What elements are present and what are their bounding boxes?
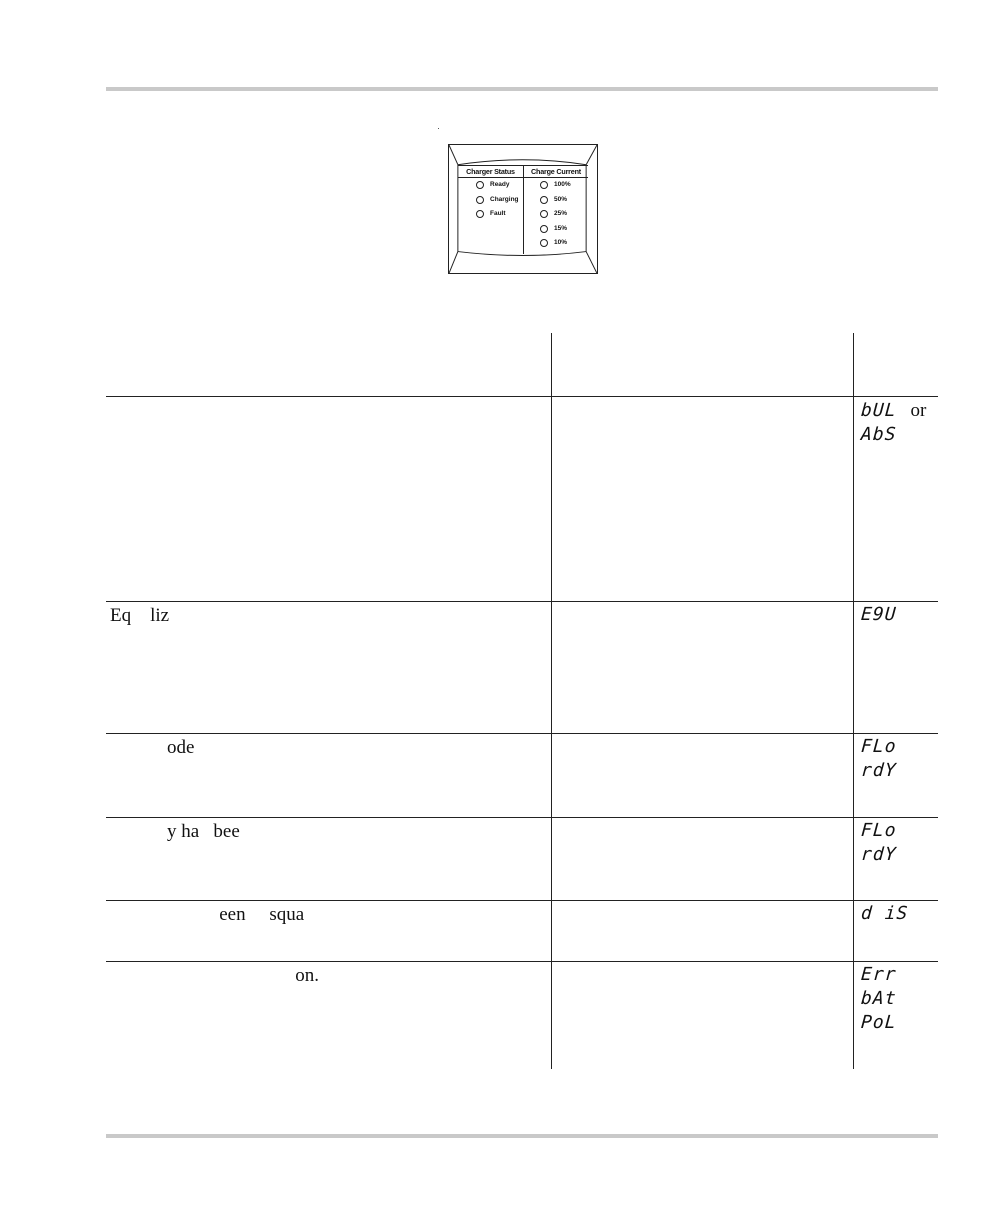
footer-rule bbox=[106, 1134, 938, 1138]
led-icon bbox=[540, 239, 548, 247]
row-6-description: on. bbox=[110, 965, 319, 986]
lcd-readout-row-1 bbox=[861, 399, 926, 447]
row-divider bbox=[106, 601, 938, 602]
charger-panel-illustration bbox=[448, 144, 598, 274]
status-table bbox=[106, 333, 938, 1069]
charger-status-header: Charger Status bbox=[458, 166, 523, 178]
lcd-code: bUL bbox=[860, 400, 898, 421]
header-rule bbox=[106, 87, 938, 91]
charge-current-column bbox=[524, 166, 588, 254]
led-icon bbox=[476, 181, 484, 189]
lcd-readout-row-6 bbox=[861, 963, 897, 1035]
speck bbox=[438, 128, 439, 129]
current-label: 50% bbox=[554, 195, 568, 203]
charger-status-column bbox=[458, 166, 524, 254]
status-label: Fault bbox=[490, 210, 506, 217]
lcd-code: E9U bbox=[860, 604, 898, 625]
current-label: 25% bbox=[554, 210, 568, 217]
row-divider bbox=[106, 900, 938, 901]
led-icon bbox=[540, 196, 548, 204]
or-text: or bbox=[910, 400, 927, 421]
lcd-code: rdY bbox=[860, 760, 898, 781]
led-icon bbox=[476, 196, 484, 204]
status-ready bbox=[458, 178, 523, 193]
current-100 bbox=[524, 178, 588, 193]
row-divider bbox=[106, 817, 938, 818]
panel-inner bbox=[458, 165, 588, 254]
current-25 bbox=[524, 207, 588, 222]
lcd-code: PoL bbox=[860, 1012, 898, 1033]
status-label: Ready bbox=[490, 181, 510, 188]
lcd-code: FLo bbox=[860, 820, 898, 841]
led-icon bbox=[476, 210, 484, 218]
lcd-readout-row-4 bbox=[861, 819, 897, 867]
led-icon bbox=[540, 225, 548, 233]
row-2-description: Eq liz bbox=[110, 605, 170, 626]
charge-current-header: Charge Current bbox=[524, 166, 588, 178]
current-15 bbox=[524, 222, 588, 237]
lcd-readout-row-3 bbox=[861, 735, 897, 783]
row-divider bbox=[106, 733, 938, 734]
row-divider bbox=[106, 396, 938, 397]
row-5-description: een squa bbox=[110, 904, 305, 925]
row-3-description: ode bbox=[110, 737, 195, 758]
current-label: 15% bbox=[554, 224, 568, 232]
lcd-code: bAt bbox=[860, 988, 898, 1009]
current-label: 10% bbox=[554, 239, 568, 246]
lcd-code: AbS bbox=[860, 424, 898, 445]
row-divider bbox=[106, 961, 938, 962]
row-4-description: y ha bee bbox=[110, 821, 240, 842]
lcd-readout-row-2 bbox=[861, 603, 897, 627]
lcd-readout-row-5 bbox=[861, 902, 908, 926]
current-label: 100% bbox=[554, 181, 571, 188]
lcd-code: Err bbox=[860, 964, 898, 985]
lcd-code: d iS bbox=[860, 903, 910, 924]
led-icon bbox=[540, 181, 548, 189]
lcd-code: rdY bbox=[860, 844, 898, 865]
led-icon bbox=[540, 210, 548, 218]
current-50 bbox=[524, 193, 588, 208]
status-charging bbox=[458, 193, 523, 208]
status-fault bbox=[458, 207, 523, 222]
status-label: Charging bbox=[490, 195, 519, 203]
current-10 bbox=[524, 236, 588, 251]
lcd-code: FLo bbox=[860, 736, 898, 757]
column-divider bbox=[551, 333, 552, 1069]
column-divider bbox=[853, 333, 854, 1069]
